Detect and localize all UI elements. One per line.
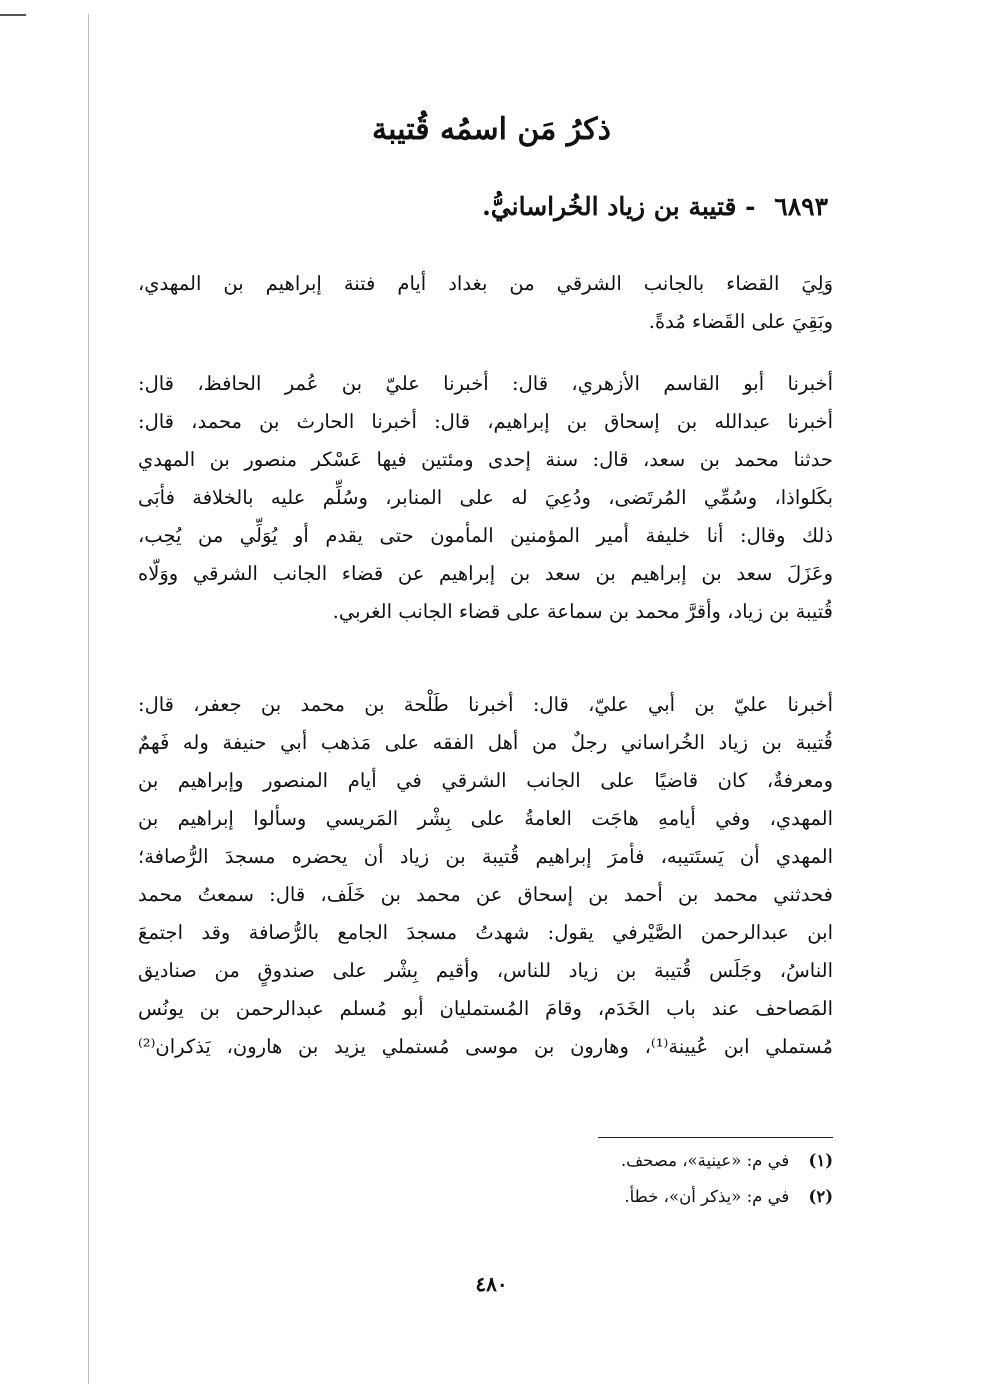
footnote-1	[138, 1146, 833, 1176]
text-line: المهدي أن يَستَتيبه، فأمرَ إبراهيم قُتيبة بن زياد أن يحضره مسجدَ الرُّصافة؛	[138, 845, 833, 868]
text-line: وعَزَلَ سعد بن إبراهيم بن سعد بن إبراهيم عن قضاء الجانب الشرقي ووَلّاه	[138, 562, 833, 585]
paragraph-3	[138, 686, 833, 1066]
text-line: المهدي، وفي أيامهِ هاجَت العامةُ على بِشْر المَريسي وسألوا إبراهيم بن	[138, 807, 833, 830]
text-line: فحدثني محمد بن أحمد بن إسحاق عن محمد بن خَلَف، قال: سمعتُ محمد	[138, 883, 833, 906]
text-line: مُستملي ابن عُيينة⁽¹⁾، وهارون بن موسى مُستملي يزيد بن هارون، يَذكران⁽²⁾	[138, 1035, 833, 1058]
scan-margin-line	[88, 14, 89, 1384]
text-line: ومعرفةٌ، كان قاضيًا على الجانب الشرقي في أيام المنصور وإبراهيم بن	[138, 769, 833, 792]
footnote-number: (٢)	[808, 1187, 833, 1206]
text-line: قُتيبة بن زياد الخُراساني رجلٌ من أهل الفقه على مَذهب أبي حنيفة وله فَهمٌ	[138, 731, 833, 754]
text-line: المَصاحف عند باب الخَدَم، وقامَ المُستمليان أبو مُسلم عبدالرحمن بن يونُس	[138, 997, 833, 1020]
footnote-2	[138, 1182, 833, 1212]
text-line: بكَلواذا، وسُمِّي المُرتَضى، ودُعِيَ له على المنابر، وسُلِّم عليه بالخلافة فأبَى	[138, 486, 833, 509]
text-line: الناسُ، وجَلَس قُتيبة بن زياد للناس، وأقيم بِشْر على صندوقٍ من صناديق	[138, 959, 833, 982]
footnote-divider	[598, 1137, 833, 1138]
paragraph-2	[138, 365, 833, 631]
text-line: ذلك وقال: أنا خليفة أمير المؤمنين المأمون حتى يقدم أو يُوَلِّي من يُحِب،	[138, 524, 833, 547]
text-line: حدثنا محمد بن سعد، قال: سنة إحدى ومئتين فيها عَسْكر منصور بن المهدي	[138, 448, 833, 471]
entry-number: ٦٨٩٣	[774, 192, 828, 221]
entry-heading	[482, 192, 828, 221]
entry-name: قتيبة بن زياد الخُراسانيُّ.	[482, 192, 737, 221]
page-number: ٤٨٠	[475, 1272, 508, 1296]
text-line: وَلِيَ القضاء بالجانب الشرقي من بغداد أيام فتنة إبراهيم بن المهدي،	[138, 272, 833, 295]
text-line: وبَقِيَ على القَضاء مُدةً.	[648, 310, 833, 333]
footnote-number: (١)	[808, 1151, 833, 1170]
text-line: أخبرنا أبو القاسم الأزهري، قال: أخبرنا عليّ بن عُمر الحافظ، قال:	[138, 372, 833, 395]
section-title: ذكرُ مَن اسمُه قُتيبة	[372, 112, 611, 147]
text-line: أخبرنا عليّ بن أبي عليّ، قال: أخبرنا طَلْحة بن محمد بن جعفر، قال:	[138, 693, 833, 716]
footnote-text: في م: «يذكر أن»، خطأ.	[624, 1187, 790, 1206]
scan-corner-mark	[0, 14, 26, 16]
paragraph-1	[138, 265, 833, 341]
text-line: أخبرنا عبدالله بن إسحاق بن إبراهيم، قال: أخبرنا الحارث بن محمد، قال:	[138, 410, 833, 433]
footnote-text: في م: «عينية»، مصحف.	[620, 1151, 790, 1170]
text-line: ابن عبدالرحمن الصَّيْرفي يقول: شهدتُ مسجدَ الجامع بالرُّصافة وقد اجتمعَ	[138, 921, 833, 944]
text-line: قُتيبة بن زياد، وأقرَّ محمد بن سماعة على قضاء الجانب الغربي.	[332, 600, 833, 623]
entry-separator: -	[745, 192, 756, 221]
